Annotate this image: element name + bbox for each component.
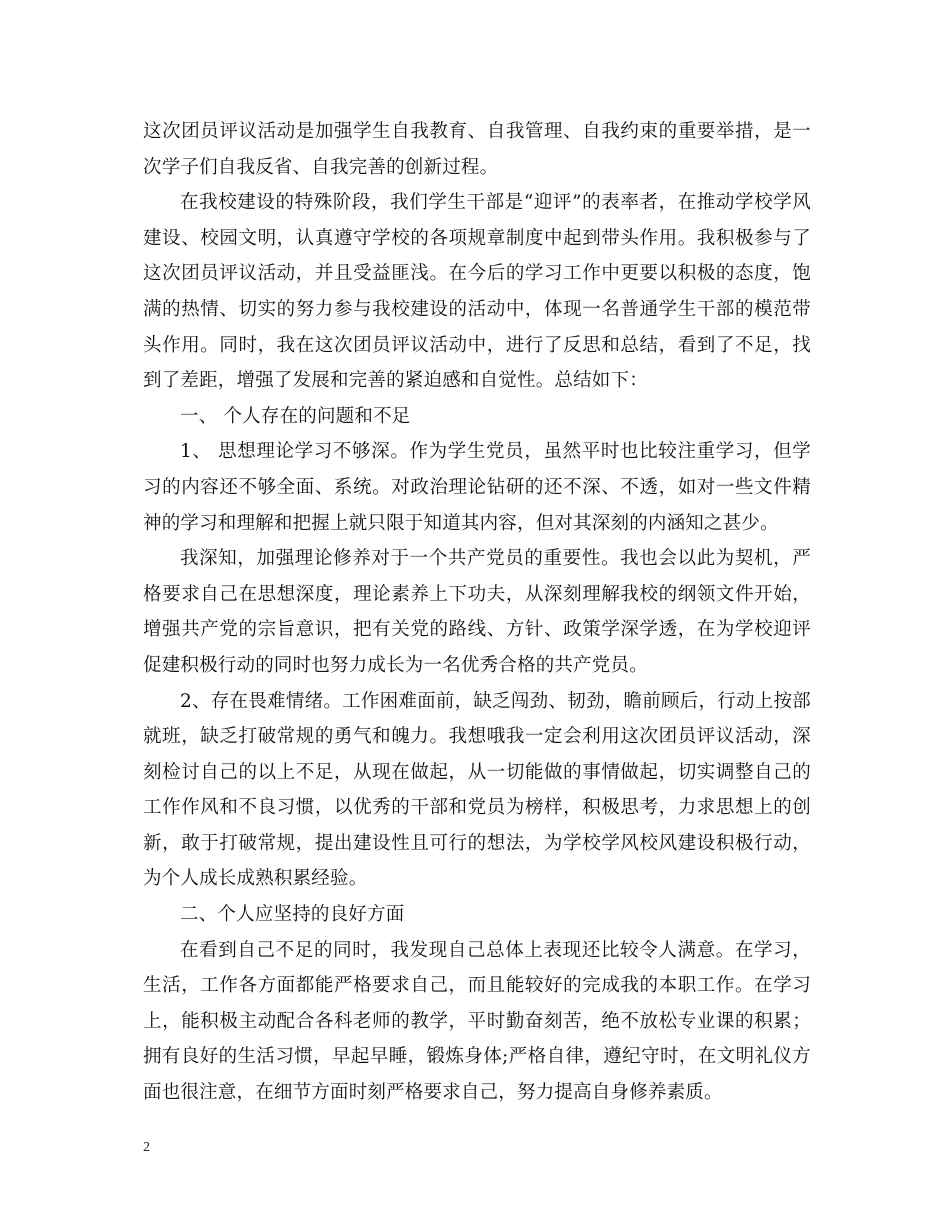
- paragraph-school-construction: 在我校建设的特殊阶段，我们学生干部是“迎评”的表率者，在推动学校学风建设、校园文明，认真遵守学校的各项规章制度中起到带头作用。我积极参与了这次团员评议活动，并且受益匪浅。在今后的学习工作中更要以积极的态度，饱满的热情、切实的努力参与我校建设的活动中，体现一名普通学生干部的模范带头作用。同时，我在这次团员评议活动中，进行了反思和总结，看到了不足，找到了差距，增强了发展和完善的紧迫感和自觉性。总结如下：: [143, 192, 811, 392]
- document-body: [143, 114, 811, 1111]
- paragraph-theory-study: 1、 思想理论学习不够深。作为学生党员，虽然平时也比较注重学习，但学习的内容还不够全面、系统。对政治理论钻研的还不深、不透，如对一些文件精神的学习和理解和把握上就只限于知道其内容，但对其深刻的内涵知之甚少。: [143, 441, 811, 534]
- section-heading-strengths: 二、个人应坚持的良好方面: [180, 904, 405, 926]
- paragraph-fear-of-difficulty: 2、存在畏难情绪。工作困难面前，缺乏闯劲、韧劲，瞻前顾后，行动上按部就班，缺乏打破常规的勇气和魄力。我想哦我一定会利用这次团员评议活动，深刻检讨自己的以上不足，从现在做起，从一切能做的事情做起，切实调整自己的工作作风和不良习惯，以优秀的干部和党员为榜样，积极思考，力求思想上的创新，敢于打破常规，提出建设性且可行的想法，为学校学风校风建设积极行动，为个人成长成熟积累经验。: [143, 690, 811, 890]
- page-number: 2: [143, 1140, 150, 1155]
- paragraph-intro: 这次团员评议活动是加强学生自我教育、自我管理、自我约束的重要举措，是一次学子们自我反省、自我完善的创新过程。: [143, 121, 811, 178]
- section-heading-problems: 一、 个人存在的问题和不足: [180, 405, 411, 427]
- paragraph-strengths: 在看到自己不足的同时，我发现自己总体上表现还比较令人满意。在学习，生活，工作各方面都能严格要求自己，而且能较好的完成我的本职工作。在学习上，能积极主动配合各科老师的教学，平时勤奋刻苦，绝不放松专业课的积累；拥有良好的生活习惯，早起早睡，锻炼身体;严格自律，遵纪守时，在文明礼仪方面也很注意，在细节方面时刻严格要求自己，努力提高自身修养素质。: [143, 939, 811, 1104]
- paragraph-theory-cultivation: 我深知，加强理论修养对于一个共产党员的重要性。我也会以此为契机，严格要求自己在思想深度，理论素养上下功夫，从深刻理解我校的纲领文件开始，增强共产党的宗旨意识，把有关党的路线、方针、政策学深学透，在为学校迎评促建积极行动的同时也努力成长为一名优秀合格的共产党员。: [143, 548, 811, 676]
